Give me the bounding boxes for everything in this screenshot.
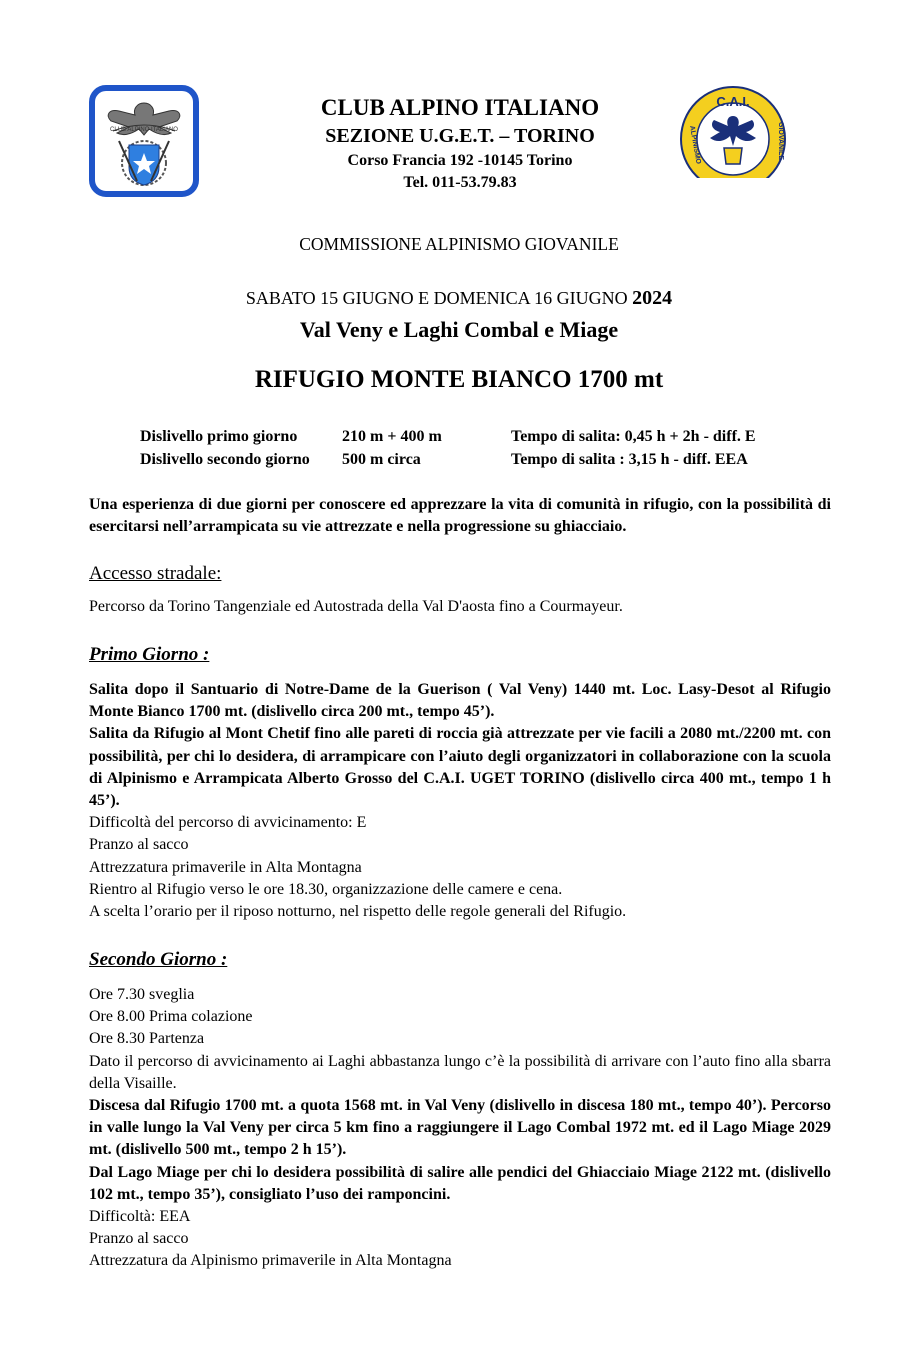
logo-right-top-text: C.A.I. bbox=[716, 94, 750, 109]
day1-ascent-1: Salita dopo il Santuario di Notre-Dame de la Guerison ( Val Veny) 1440 mt. Loc. Lasy-Desot al Rifugio Monte Bianco 1700 mt. (dislivello circa 200 mt., tempo 45’). bbox=[89, 681, 831, 721]
day2-descent: Discesa dal Rifugio 1700 mt. a quota 1568 mt. in Val Veny (dislivello in discesa 180 mt., tempo 40’). Percorso in valle lungo la Val Veny per circa 5 km fino a raggiungere il Lago Combal 1972 mt. ed il Lago Miage 2029 mt. (dislivello 500 mt., tempo 2 h 15’). bbox=[89, 1097, 831, 1159]
day1-line: Difficoltà del percorso di avvicinamento: E bbox=[89, 814, 367, 832]
phone: Tel. 011-53.79.83 bbox=[403, 174, 517, 191]
alpinismo-giovanile-logo bbox=[680, 86, 786, 178]
event-title: RIFUGIO MONTE BIANCO 1700 mt bbox=[254, 366, 664, 393]
day2-glacier: Dal Lago Miage per chi lo desidera possibilità di salire alle pendici del Ghiacciaio Miage 2122 mt. (dislivello 102 mt., tempo 35’), consigliato l’uso dei ramponcini. bbox=[89, 1163, 831, 1203]
day1-line: Pranzo al sacco bbox=[89, 836, 189, 854]
stat-time-day1: Tempo di salita: 0,45 h + 2h - diff. E bbox=[511, 428, 756, 445]
day1-ascent-2: Salita da Rifugio al Mont Chetif fino alle pareti di roccia già attrezzate per vie facili a 2080 mt./2200 mt. con possibilità, per chi lo desidera, di arrampicare con l’aiuto degli organizzatori in collaborazione con la scuola di Alpinismo e Arrampicata Alberto Grosso del C.A.I. UGET TORINO (dislivello circa 400 mt., tempo 1 h 45’). bbox=[89, 725, 831, 810]
day1-line: A scelta l’orario per il riposo notturno, nel rispetto delle regole generali del Rifugio. bbox=[89, 903, 627, 921]
access-title: Accesso stradale: bbox=[89, 563, 222, 584]
day2-note: Dato il percorso di avvicinamento ai Laghi abbastanza lungo c’è la possibilità di arrivare con l’auto fino alla sbarra della Visaille. bbox=[89, 1052, 831, 1092]
logo-right-left-text: ALPINISMO bbox=[688, 125, 702, 165]
event-subtitle: Val Veny e Laghi Combal e Miage bbox=[299, 317, 619, 342]
day2-line: Attrezzatura da Alpinismo primaverile in Alta Montagna bbox=[89, 1252, 452, 1270]
day2-title: Secondo Giorno : bbox=[89, 949, 228, 970]
day2-line: Pranzo al sacco bbox=[89, 1230, 189, 1248]
stat-label-day2: Dislivello secondo giorno bbox=[140, 451, 310, 468]
day2-line: Difficoltà: EEA bbox=[89, 1208, 191, 1226]
stat-value-day1: 210 m + 400 m bbox=[342, 428, 442, 445]
logo-left-text: CLUB ALPINO ITALIANO bbox=[110, 127, 178, 133]
section-name: SEZIONE U.G.E.T. – TORINO bbox=[325, 125, 595, 147]
event-dates-text: SABATO 15 GIUGNO E DOMENICA 16 GIUGNO bbox=[245, 288, 628, 308]
day2-schedule-line: Ore 8.00 Prima colazione bbox=[89, 1008, 253, 1026]
day1-body bbox=[89, 679, 831, 923]
event-year: 2024 bbox=[632, 287, 673, 309]
intro-paragraph: Una esperienza di due giorni per conoscere ed apprezzare la vita di comunità in rifugio, con la possibilità di esercitarsi nell’arrampicata su vie attrezzate e nella progressione su ghiacciaio. bbox=[89, 496, 831, 535]
event-dates bbox=[0, 287, 918, 310]
logo-right-right-text: GIOVANILE bbox=[777, 122, 784, 160]
access-text: Percorso da Torino Tangenziale ed Autostrada della Val D'aosta fino a Courmayeur. bbox=[89, 598, 623, 615]
stat-label-day1: Dislivello primo giorno bbox=[140, 428, 298, 445]
org-name: CLUB ALPINO ITALIANO bbox=[320, 95, 600, 120]
day2-body bbox=[89, 984, 831, 1273]
stat-value-day2: 500 m circa bbox=[342, 451, 421, 468]
stat-time-day2: Tempo di salita : 3,15 h - diff. EEA bbox=[511, 451, 748, 468]
day2-schedule-line: Ore 7.30 sveglia bbox=[89, 986, 195, 1003]
day2-schedule-line: Ore 8.30 Partenza bbox=[89, 1030, 205, 1048]
day1-line: Rientro al Rifugio verso le ore 18.30, organizzazione delle camere e cena. bbox=[89, 880, 563, 898]
address: Corso Francia 192 -10145 Torino bbox=[347, 152, 573, 169]
day1-line: Attrezzatura primaverile in Alta Montagna bbox=[89, 858, 362, 876]
commission-title: COMMISSIONE ALPINISMO GIOVANILE bbox=[299, 234, 619, 254]
day1-title: Primo Giorno : bbox=[89, 644, 210, 665]
cai-logo bbox=[89, 85, 199, 197]
